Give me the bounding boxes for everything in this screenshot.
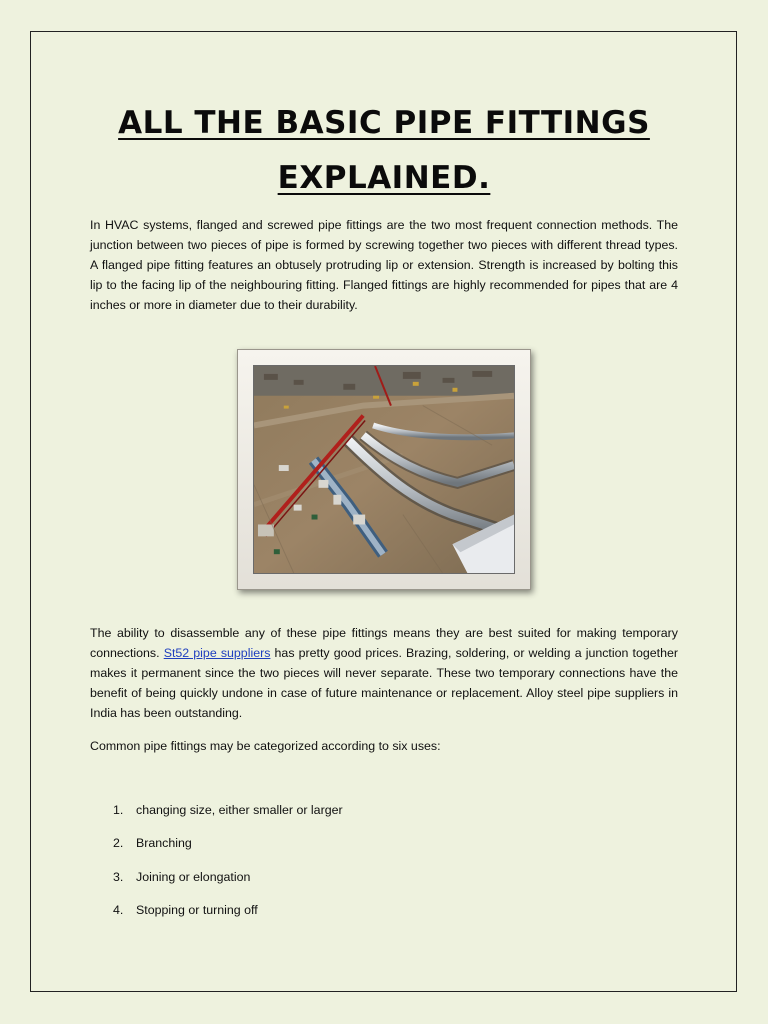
uses-list [113,800,343,933]
list-item-number: 2. [113,836,124,851]
list-item-text: Stopping or turning off [136,902,258,917]
list-item-text: Joining or elongation [136,869,251,884]
list-item-text: changing size, either smaller or larger [136,803,343,817]
list-item-text: Branching [136,836,192,851]
list-item [113,833,343,866]
list-item-number: 1. [113,803,124,817]
document-title: ALL THE BASIC PIPE FITTINGS EXPLAINED. [118,105,650,196]
paragraph2-text-end: has pretty good prices. Brazing, soldering, or welding a junction together makes it permanent since the two pieces will never separate. These two temporary connections have the benefit of being quickly undone in case of future maintenance or replacement. Alloy steel pipe suppliers in India has been outstanding. [90,646,678,720]
pipeline-construction-photo [253,365,515,574]
list-item [113,800,343,833]
st52-pipe-suppliers-link[interactable]: St52 pipe suppliers [163,646,271,660]
list-item [113,900,343,933]
photo-frame [237,349,531,590]
paragraph2-text-start: The ability to disassemble any of these pipe fittings means they are best suited for making temporary connections. [90,626,678,660]
intro-paragraph: In HVAC systems, flanged and screwed pipe fittings are the two most frequent connection methods. The junction between two pieces of pipe is formed by screwing together two pieces with different thread types. A flanged pipe fitting features an obtusely protruding lip or extension. Strength is increased by bolting this lip to the facing lip of the neighbouring fitting. Flanged fittings are highly recommended for pipes that are 4 inches or more in diameter due to their durability. [90,218,678,312]
disassembly-paragraph [90,623,678,723]
list-item-number: 4. [113,902,124,917]
list-item [113,867,343,900]
uses-intro-paragraph: Common pipe fittings may be categorized according to six uses: [90,739,441,753]
list-item-number: 3. [113,869,124,884]
